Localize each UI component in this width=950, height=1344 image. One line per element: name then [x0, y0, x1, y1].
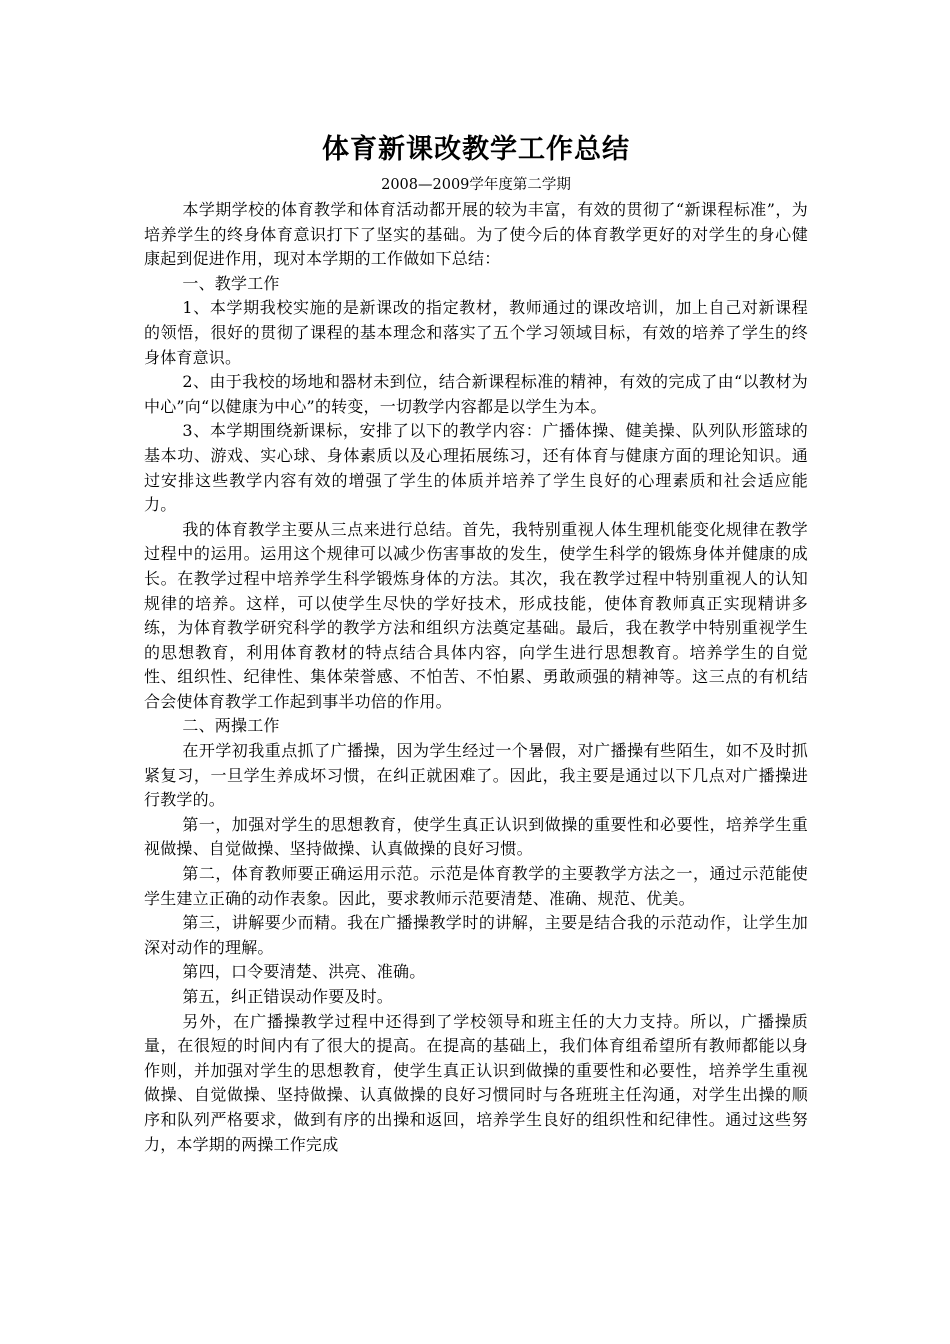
paragraph-point-2: 第二，体育教师要正确运用示范。示范是体育教学的主要教学方法之一，通过示范能使学生建立正确的动作表象。因此，要求教师示范要清楚、准确、规范、优美。 [144, 864, 808, 908]
document-page [144, 128, 808, 1157]
paragraph-broadcast-intro: 在开学初我重点抓了广播操，因为学生经过一个暑假，对广播操有些陌生，如不及时抓紧复习，一旦学生养成坏习惯，在纠正就困难了。因此，我主要是通过以下几点对广播操进行教学的。 [144, 741, 808, 810]
section-heading-exercises: 二、两操工作 [182, 716, 280, 736]
paragraph-item-3: 3、本学期围绕新课标，安排了以下的教学内容：广播体操、健美操、队列队形篮球的基本功、游戏、实心球、身体素质以及心理拓展练习，还有体育与健康方面的理论知识。通过安排这些教学内容有效的增强了学生的体质并培养了学生良好的心理素质和社会适应能力。 [144, 421, 808, 515]
paragraph-point-1: 第一，加强对学生的思想教育，使学生真正认识到做操的重要性和必要性，培养学生重视做操、自觉做操、坚持做操、认真做操的良好习惯。 [144, 814, 808, 859]
paragraph-point-3: 第三，讲解要少而精。我在广播操教学时的讲解，主要是结合我的示范动作，让学生加深对动作的理解。 [144, 913, 808, 957]
paragraph-item-2: 2、由于我校的场地和器材未到位，结合新课程标准的精神，有效的完成了由“以教材为中心”向“以健康为中心”的转变，一切教学内容都是以学生为本。 [144, 372, 808, 416]
paragraph-point-4: 第四，口令要清楚、洪亮、准确。 [182, 962, 426, 982]
paragraph-item-1: 1、本学期我校实施的是新课改的指定教材，教师通过的课改培训，加上自己对新课程的领悟，很好的贯彻了课程的基本理念和落实了五个学习领域目标，有效的培养了学生的终身体育意识。 [144, 298, 808, 367]
paragraph-intro: 本学期学校的体育教学和体育活动都开展的较为丰富，有效的贯彻了“新课程标准”，为培养学生的终身体育意识打下了坚实的基础。为了使今后的体育教学更好的对学生的身心健康起到促进作用，现对本学期的工作做如下总结： [144, 200, 808, 269]
paragraph-point-5: 第五，纠正错误动作要及时。 [182, 987, 393, 1006]
document-title: 体育新课改教学工作总结 [322, 134, 630, 165]
document-subtitle: 2008—2009学年度第二学期 [381, 177, 571, 193]
paragraph-summary: 我的体育教学主要从三点来进行总结。首先，我特别重视人体生理机能变化规律在教学过程中的运用。运用这个规律可以减少伤害事故的发生，使学生科学的锻炼身体并健康的成长。在教学过程中培养学生科学锻炼身体的方法。其次，我在教学过程中特别重视人的认知规律的培养。这样，可以使学生尽快的学好技术，形成技能，使体育教师真正实现精讲多练，为体育教学研究科学的教学方法和组织方法奠定基础。最后，我在教学中特别重视学生的思想教育，利用体育教材的特点结合具体内容，向学生进行思想教育。培养学生的自觉性、组织性、纪律性、集体荣誉感、不怕苦、不怕累、勇敢顽强的精神等。这三点的有机结合会使体育教学工作起到事半功倍的作用。 [144, 519, 808, 711]
section-heading-teaching: 一、教学工作 [182, 273, 280, 293]
document-body [144, 198, 808, 1157]
paragraph-closing: 另外，在广播操教学过程中还得到了学校领导和班主任的大力支持。所以，广播操质量，在很短的时间内有了很大的提高。在提高的基础上，我们体育组希望所有教师都能以身作则，并加强对学生的思想教育，使学生真正认识到做操的重要性和必要性，培养学生重视做操、自觉做操、坚持做操、认真做操的良好习惯同时与各班班主任沟通，对学生出操的顺序和队列严格要求，做到有序的出操和返回，培养学生良好的组织性和纪律性。通过这些努力，本学期的两操工作完成 [144, 1011, 808, 1154]
